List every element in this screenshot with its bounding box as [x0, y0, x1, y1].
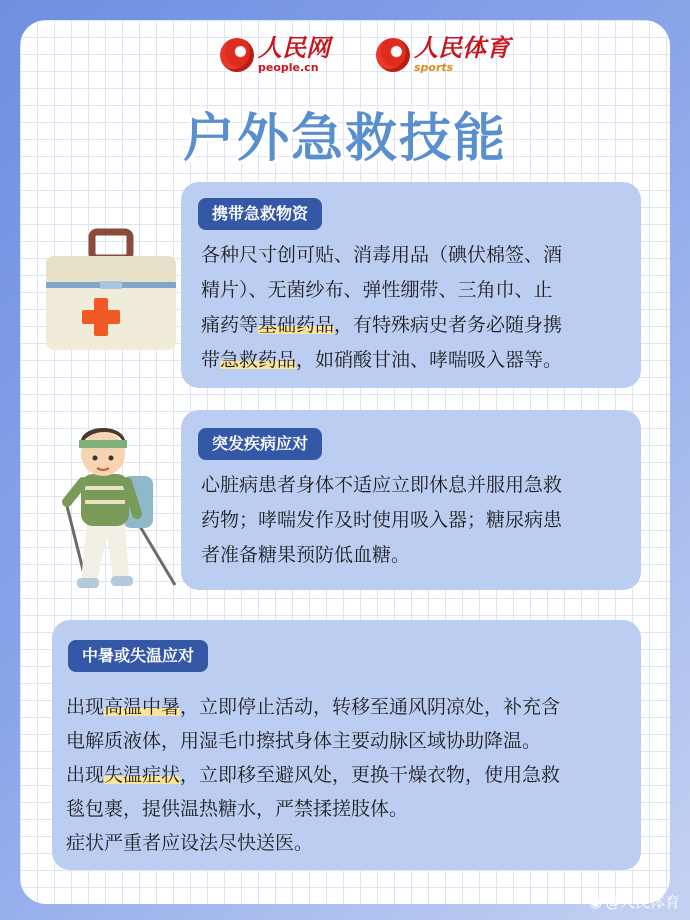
body-text-segment: ，立即停止活动，转移至通风阴凉处，补充含 — [180, 696, 561, 718]
people-cn-logo — [220, 33, 330, 74]
page-title: 户外急救技能 — [182, 109, 507, 169]
section-body-illness — [201, 468, 641, 573]
body-text-segment: 精片）、无菌纱布、弹性绷带、三角巾、止 — [201, 279, 553, 301]
section-tag-illness: 突发疾病应对 — [198, 428, 322, 460]
body-line — [66, 792, 636, 826]
watermark-text: @人民体育 — [604, 893, 680, 911]
body-line — [66, 758, 636, 792]
body-text-segment: 者准备糖果预防低血糖。 — [201, 544, 411, 566]
highlighted-text: 基础药品 — [258, 314, 335, 336]
section-tag-supplies: 携带急救物资 — [198, 198, 322, 230]
body-line — [201, 343, 641, 378]
body-text-segment: 痛药等 — [201, 314, 259, 336]
section-body-supplies — [201, 238, 641, 378]
body-text-segment: 药物；哮喘发作及时使用吸入器；糖尿病患 — [201, 509, 563, 531]
highlighted-text: 高温中暑 — [104, 696, 181, 718]
body-text-segment: 出现 — [66, 764, 105, 786]
people-logo-cn: 人民网 — [258, 33, 330, 62]
section-tag-heat-cold: 中暑或失温应对 — [68, 640, 208, 672]
body-line — [66, 690, 636, 724]
body-text-segment: 症状严重者应设法尽快送医。 — [66, 832, 314, 854]
body-text-segment: 电解质液体，用湿毛巾擦拭身体主要动脉区域协助降温。 — [66, 730, 542, 752]
weibo-icon: ◉ — [588, 892, 602, 911]
body-line — [201, 538, 641, 573]
sports-logo-mark-icon — [376, 38, 410, 72]
body-text-segment: 心脏病患者身体不适应立即休息并服用急救 — [201, 474, 563, 496]
sports-logo-en: sports — [414, 61, 454, 74]
body-text-segment: 出现 — [66, 696, 105, 718]
highlighted-text: 失温症状 — [104, 764, 181, 786]
body-text-segment: ，如硝酸甘油、哮喘吸入器等。 — [296, 349, 563, 371]
body-text-segment: 毯包裹，提供温热糖水，严禁揉搓肢体。 — [66, 798, 409, 820]
people-logo-mark-icon — [220, 38, 254, 72]
body-text-segment: ，立即移至避风处，更换干燥衣物，使用急救 — [180, 764, 561, 786]
people-logo-en: people.cn — [258, 61, 319, 74]
body-text-segment: 各种尺寸创可贴、消毒用品（碘伏棉签、酒 — [201, 244, 563, 266]
watermark — [589, 891, 680, 912]
body-line — [66, 724, 636, 758]
body-text-segment: 带 — [201, 349, 221, 371]
body-line — [201, 273, 641, 308]
first-aid-kit-icon — [40, 228, 180, 358]
body-line — [201, 468, 641, 503]
body-line — [201, 503, 641, 538]
body-text-segment: ，有特殊病史者务必随身携 — [334, 314, 563, 336]
section-body-heat-cold — [66, 690, 636, 860]
people-sports-logo — [376, 33, 510, 74]
highlighted-text: 急救药品 — [220, 349, 297, 371]
body-line — [201, 308, 641, 343]
body-line — [66, 826, 636, 860]
logo-row — [0, 33, 690, 80]
hiker-illustration — [55, 410, 185, 595]
body-line — [201, 238, 641, 273]
sports-logo-cn: 人民体育 — [414, 33, 510, 62]
